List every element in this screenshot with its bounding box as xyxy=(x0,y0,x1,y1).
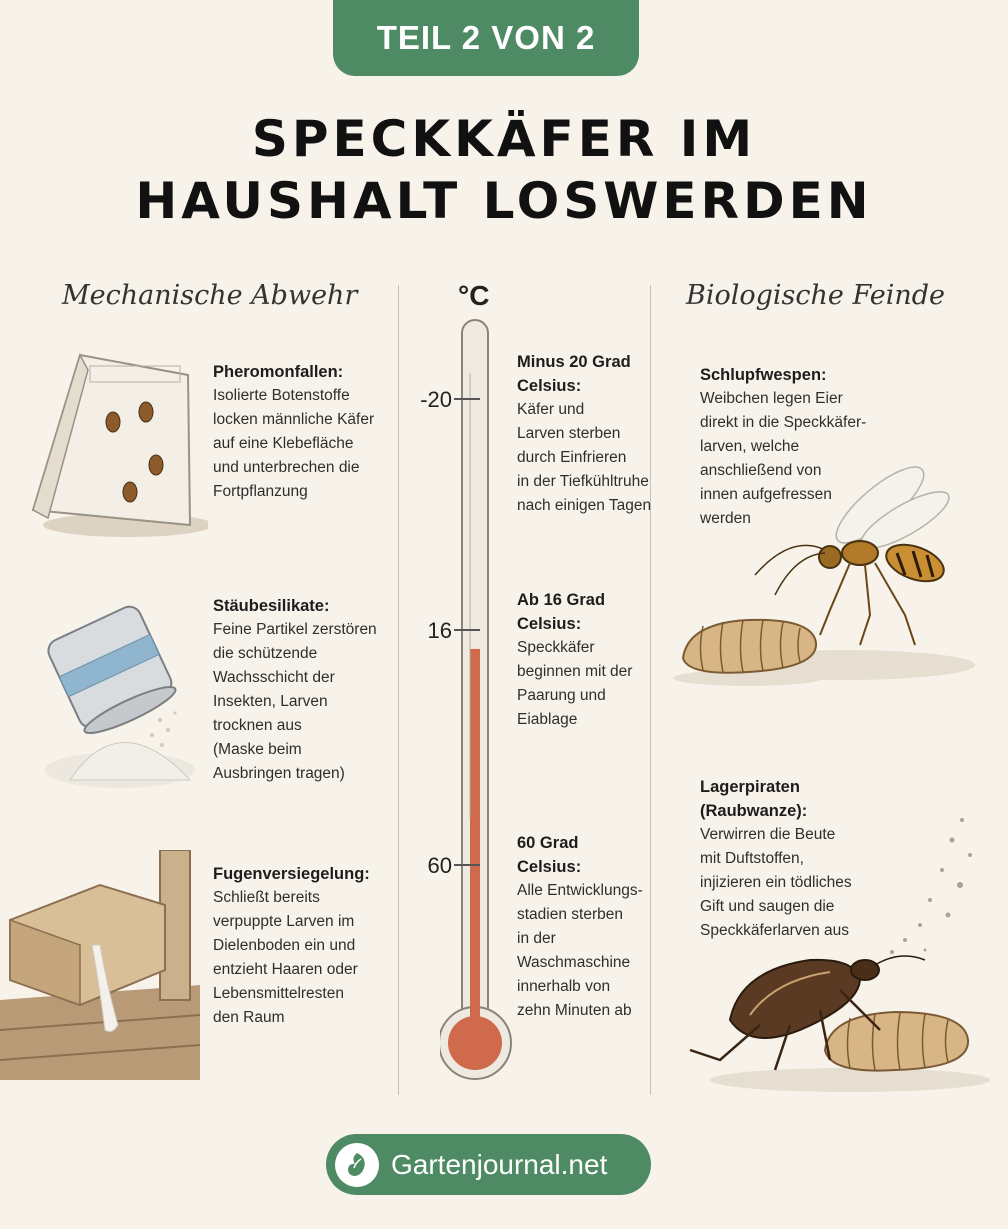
text-line: Insekten, Larven xyxy=(213,693,328,710)
temperature-item-60 xyxy=(517,831,657,1023)
text-line: direkt in die Speckkäfer- xyxy=(700,414,867,431)
text-line: Isolierte Botenstoffe xyxy=(213,387,350,404)
text-line: den Raum xyxy=(213,1009,285,1026)
temperature-heading: 60 Grad xyxy=(517,834,579,852)
text-line: die schützende xyxy=(213,645,318,662)
text-line: Speckkäferlarven aus xyxy=(700,922,850,939)
leaf-logo-icon xyxy=(335,1143,379,1187)
mechanical-item-pheromone xyxy=(213,360,393,504)
text-line: Weibchen legen Eier xyxy=(700,390,843,407)
text-line: in der Tiefkühltruhe xyxy=(517,473,649,490)
text-line: Lebensmittelresten xyxy=(213,985,344,1002)
text-line: und unterbrechen die xyxy=(213,459,360,476)
joint-sealing-icon xyxy=(0,850,200,1080)
text-line: innen aufgefressen xyxy=(700,486,832,503)
column-title-mechanical: Mechanische Abwehr xyxy=(62,280,358,311)
text-line: Speckkäfer xyxy=(517,639,595,656)
text-line: stadien sterben xyxy=(517,906,623,923)
temperature-heading: Celsius: xyxy=(517,377,582,395)
text-line: Verwirren die Beute xyxy=(700,826,836,843)
thermometer xyxy=(440,318,520,1088)
text-line: trocknen aus xyxy=(213,717,302,734)
text-line: werden xyxy=(700,510,751,527)
mechanical-heading: Stäubesilikate: xyxy=(213,597,330,615)
text-line: injizieren ein tödliches xyxy=(700,874,852,891)
text-line: Paarung und xyxy=(517,687,606,704)
text-line: Käfer und xyxy=(517,401,585,418)
footer-brand[interactable] xyxy=(326,1134,651,1195)
pheromone-trap-icon xyxy=(28,350,208,540)
text-line: entzieht Haaren oder xyxy=(213,961,358,978)
text-line: locken männliche Käfer xyxy=(213,411,375,428)
text-line: innerhalb von xyxy=(517,978,611,995)
predatory-bug-icon xyxy=(680,800,1000,1100)
thermometer-unit: °C xyxy=(458,280,490,311)
temperature-heading: Celsius: xyxy=(517,615,582,633)
divider-left xyxy=(398,285,399,1095)
tick-label-minus20: -20 xyxy=(420,387,452,412)
title-line-2: HAUSHALT LOSWERDEN xyxy=(135,172,873,230)
text-line: auf eine Klebefläche xyxy=(213,435,354,452)
text-line: mit Duftstoffen, xyxy=(700,850,804,867)
text-line: Larven sterben xyxy=(517,425,621,442)
temperature-item-minus20 xyxy=(517,350,657,518)
text-line: Dielenboden ein und xyxy=(213,937,356,954)
text-line: Wachsschicht der xyxy=(213,669,335,686)
site-name: Gartenjournal.net xyxy=(391,1148,608,1180)
biological-heading: Lagerpiraten xyxy=(700,778,800,796)
text-line: Fortpflanzung xyxy=(213,483,308,500)
text-line: (Maske beim xyxy=(213,741,302,758)
tick-label-16: 16 xyxy=(427,618,452,643)
page-title xyxy=(40,108,968,232)
text-line: durch Einfrieren xyxy=(517,449,627,466)
text-line: anschließend von xyxy=(700,462,822,479)
text-line: Alle Entwicklungs- xyxy=(517,882,643,899)
text-line: larven, welche xyxy=(700,438,800,455)
part-badge xyxy=(333,0,639,76)
silicate-shaker-icon xyxy=(40,595,200,795)
larva-icon xyxy=(668,598,828,688)
mechanical-heading: Pheromonfallen: xyxy=(213,363,344,381)
text-line: Ausbringen tragen) xyxy=(213,765,345,782)
biological-heading: (Raubwanze): xyxy=(700,802,808,820)
text-line: nach einigen Tagen xyxy=(517,497,652,514)
mechanical-heading: Fugenversiegelung: xyxy=(213,865,370,883)
temperature-heading: Ab 16 Grad xyxy=(517,591,606,609)
text-line: in der Waschmaschine xyxy=(517,930,631,971)
mechanical-item-silicate xyxy=(213,594,393,786)
mechanical-item-sealing xyxy=(213,862,393,1030)
text-line: beginnen mit der xyxy=(517,663,633,680)
biological-heading: Schlupfwespen: xyxy=(700,366,827,384)
part-label: TEIL 2 VON 2 xyxy=(376,19,596,56)
temperature-heading: Minus 20 Grad xyxy=(517,353,631,371)
tick-label-60: 60 xyxy=(427,853,452,878)
title-line-1: SPECKKÄFER IM xyxy=(251,110,757,168)
text-line: Gift und saugen die xyxy=(700,898,835,915)
text-line: Eiablage xyxy=(517,711,578,728)
temperature-item-16 xyxy=(517,588,657,732)
temperature-heading: Celsius: xyxy=(517,858,582,876)
text-line: verpuppte Larven im xyxy=(213,913,355,930)
text-line: Schließt bereits xyxy=(213,889,320,906)
text-line: zehn Minuten ab xyxy=(517,1002,632,1019)
column-title-biological: Biologische Feinde xyxy=(686,280,945,311)
text-line: Feine Partikel zerstören xyxy=(213,621,377,638)
thermometer-fill xyxy=(470,649,480,1048)
